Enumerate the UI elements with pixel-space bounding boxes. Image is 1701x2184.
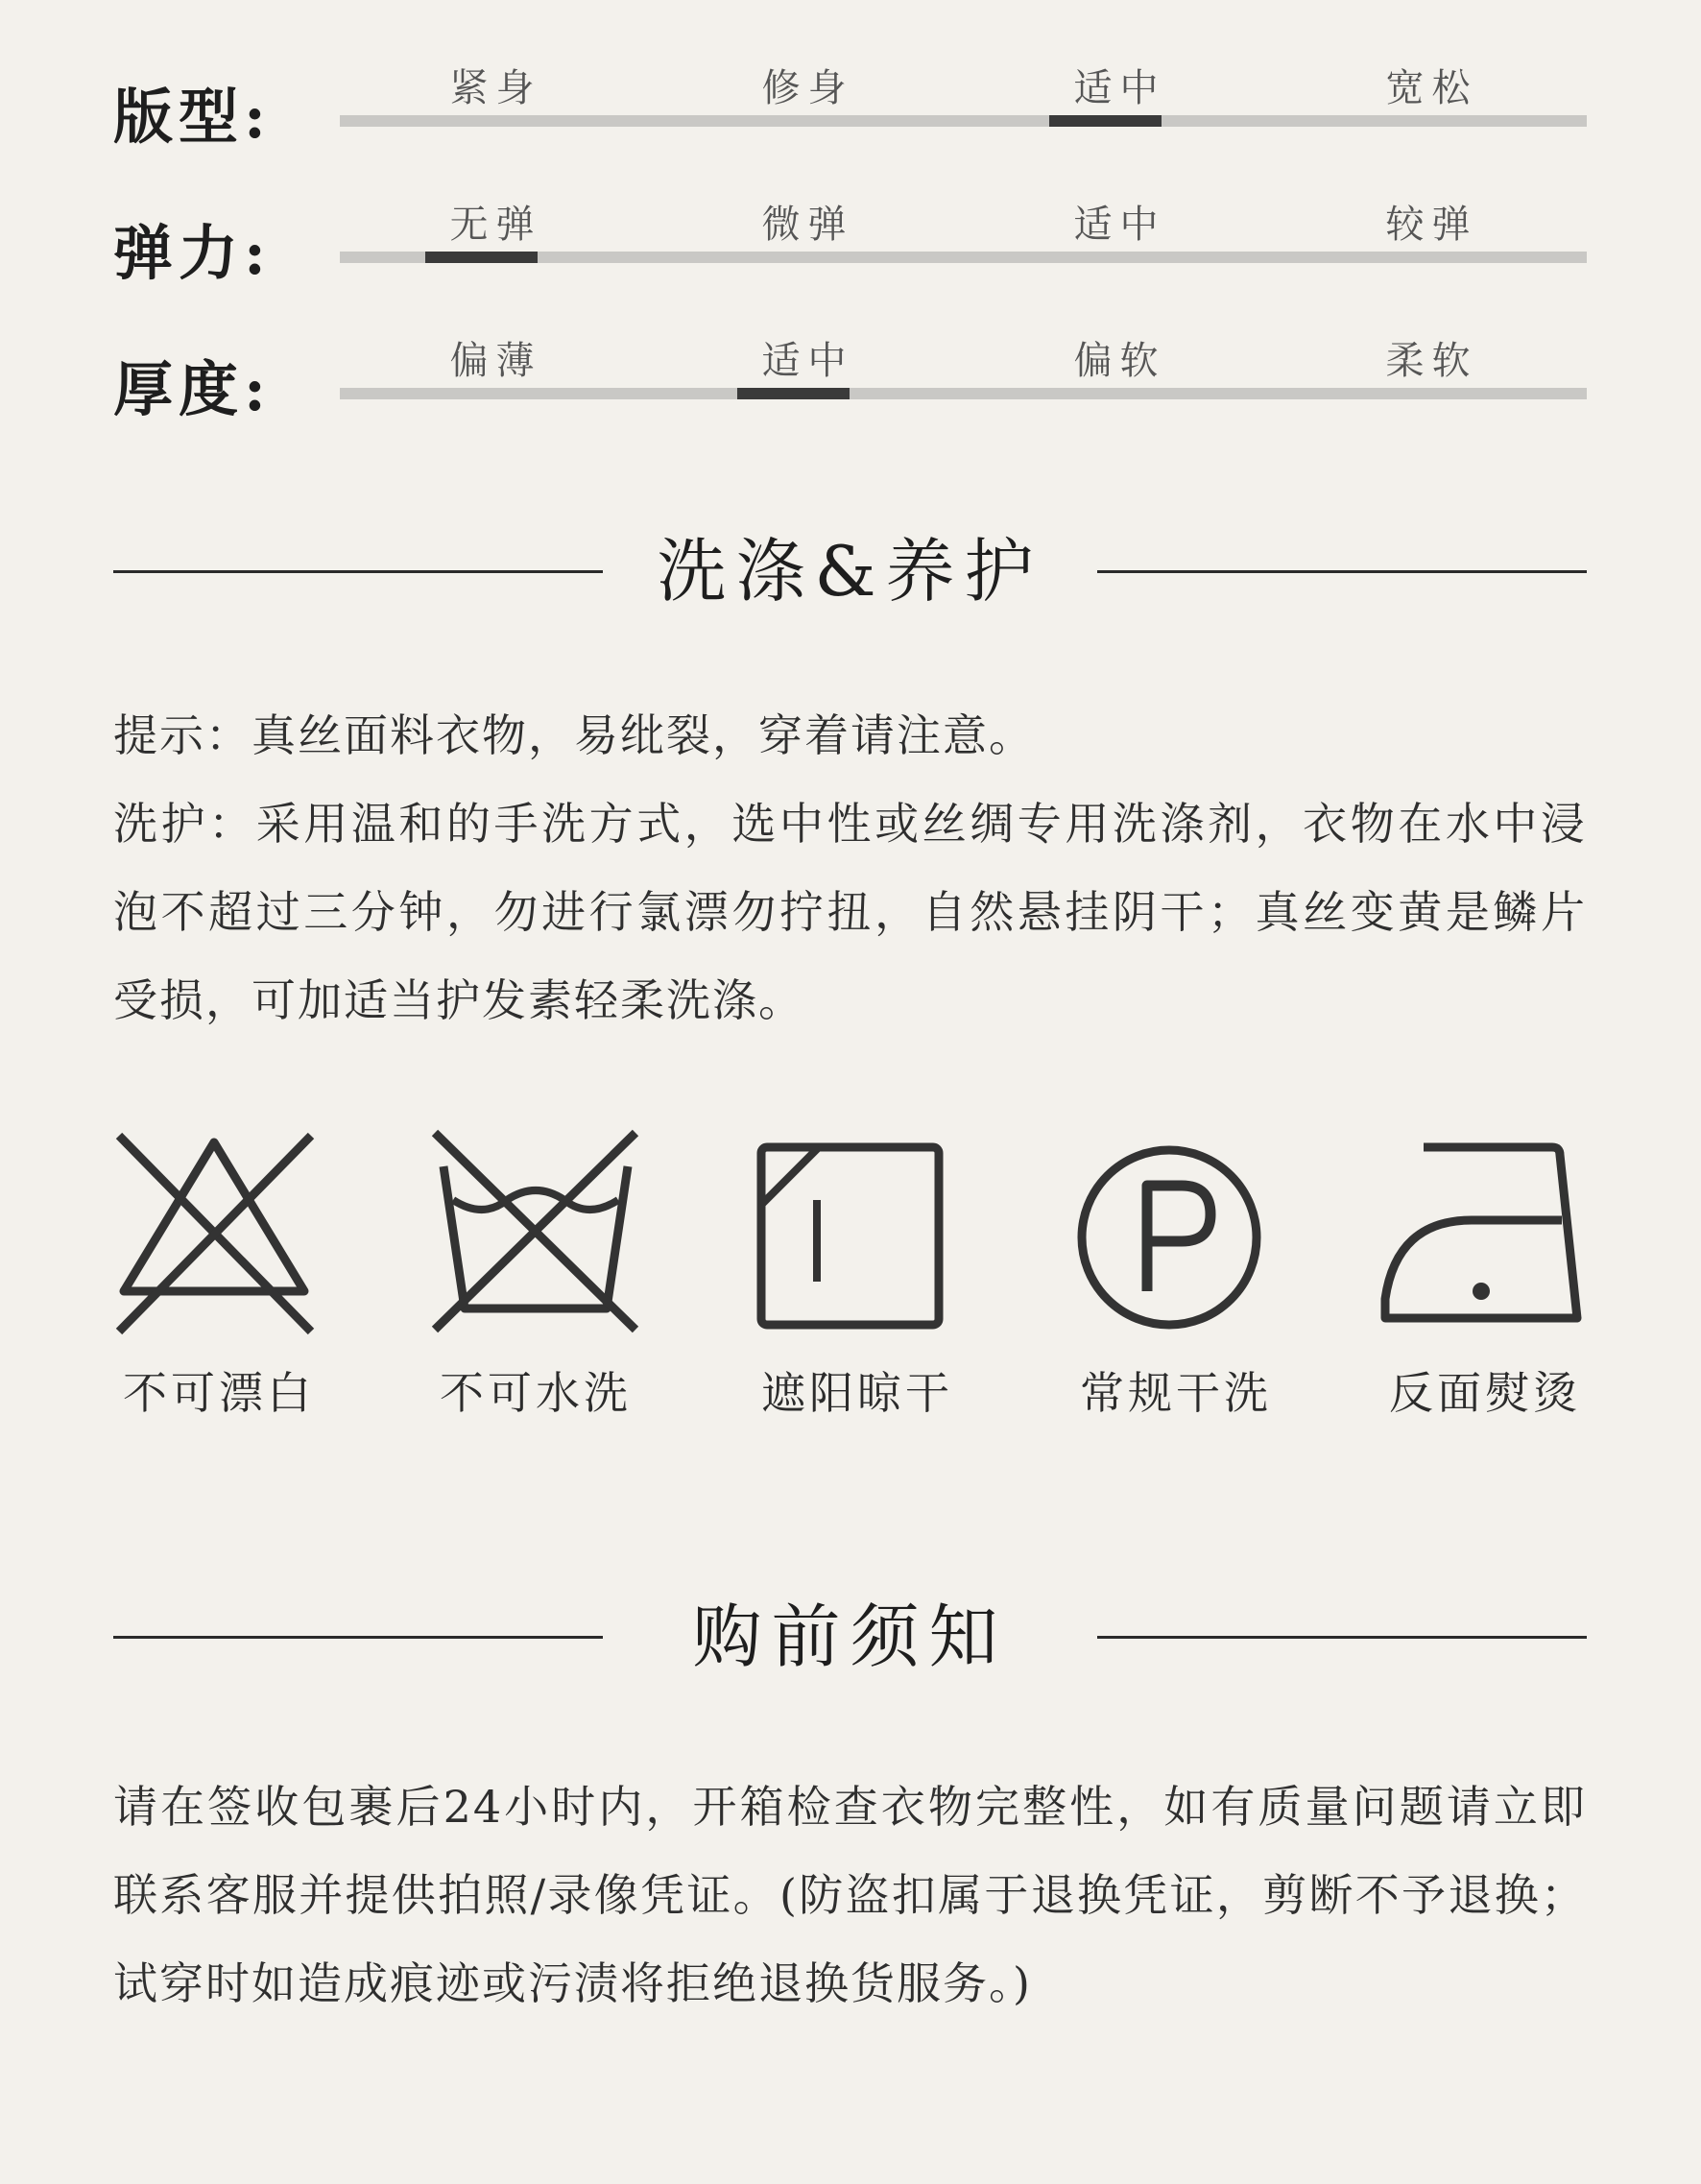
attribute-selected-marker	[737, 388, 850, 399]
attribute-option: 适中	[1073, 203, 1166, 247]
attribute-selected-marker	[425, 252, 538, 263]
notice-section-heading	[113, 1594, 1587, 1680]
care-tip-text: 提示：真丝面料衣物，易纰裂，穿着请注意。	[113, 709, 1035, 761]
attribute-row-elasticity	[113, 194, 1587, 290]
attribute-options	[340, 194, 1587, 290]
care-item-no-bleach	[113, 1128, 334, 1426]
attribute-option: 较弹	[1385, 203, 1478, 247]
heading-divider-left	[113, 570, 603, 573]
care-section-heading	[113, 528, 1587, 614]
attribute-option: 无弹	[449, 203, 542, 247]
attribute-option: 宽松	[1385, 66, 1478, 110]
attribute-label: 厚度:	[113, 354, 272, 424]
shade-dry-icon	[752, 1128, 963, 1339]
care-label: 反面熨烫	[1389, 1367, 1581, 1419]
attribute-selected-marker	[1049, 115, 1162, 127]
care-item-iron-reverse	[1379, 1128, 1600, 1426]
no-water-wash-icon	[430, 1128, 641, 1339]
attribute-option: 适中	[761, 339, 854, 383]
heading-divider-left	[113, 1636, 603, 1639]
dry-clean-icon	[1070, 1128, 1282, 1339]
attribute-options	[340, 330, 1587, 426]
attribute-option: 修身	[761, 66, 854, 110]
attribute-option: 微弹	[761, 203, 854, 247]
attribute-label: 版型:	[113, 82, 272, 152]
care-section-title: 洗涤&养护	[657, 531, 1043, 612]
care-label: 不可水洗	[440, 1367, 632, 1419]
iron-reverse-icon	[1379, 1128, 1591, 1339]
attribute-row-thickness	[113, 330, 1587, 426]
attribute-row-fit	[113, 58, 1587, 154]
attribute-label: 弹力:	[113, 218, 272, 288]
attribute-scale-track	[340, 115, 1587, 127]
care-item-shade-dry	[752, 1128, 972, 1426]
notice-section-title: 购前须知	[692, 1596, 1008, 1677]
attribute-option: 柔软	[1385, 339, 1478, 383]
attribute-option: 偏软	[1073, 339, 1166, 383]
care-item-no-water-wash	[430, 1128, 651, 1426]
notice-text: 请在签收包裹后24小时内，开箱检查衣物完整性，如有质量问题请立即联系客服并提供拍照/录像凭证。(防盗扣属于退换凭证，剪断不予退换；试穿时如造成痕迹或污渍将拒绝退换货服务。)	[113, 1781, 1587, 2009]
attribute-option: 适中	[1073, 66, 1166, 110]
heading-divider-right	[1097, 1636, 1587, 1639]
care-label: 遮阳晾干	[761, 1367, 953, 1419]
attribute-option: 偏薄	[449, 339, 542, 383]
no-bleach-icon	[113, 1128, 315, 1339]
care-item-dry-clean	[1070, 1128, 1291, 1426]
attribute-option: 紧身	[449, 66, 542, 110]
care-wash-text: 洗护：采用温和的手洗方式，选中性或丝绸专用洗涤剂，衣物在水中浸泡不超过三分钟，勿进行氯漂勿拧扭，自然悬挂阴干；真丝变黄是鳞片受损，可加适当护发素轻柔洗涤。	[113, 798, 1587, 1026]
attribute-scale-track	[340, 388, 1587, 399]
care-label: 常规干洗	[1080, 1367, 1272, 1419]
heading-divider-right	[1097, 570, 1587, 573]
attribute-options	[340, 58, 1587, 154]
care-label: 不可漂白	[123, 1367, 315, 1419]
